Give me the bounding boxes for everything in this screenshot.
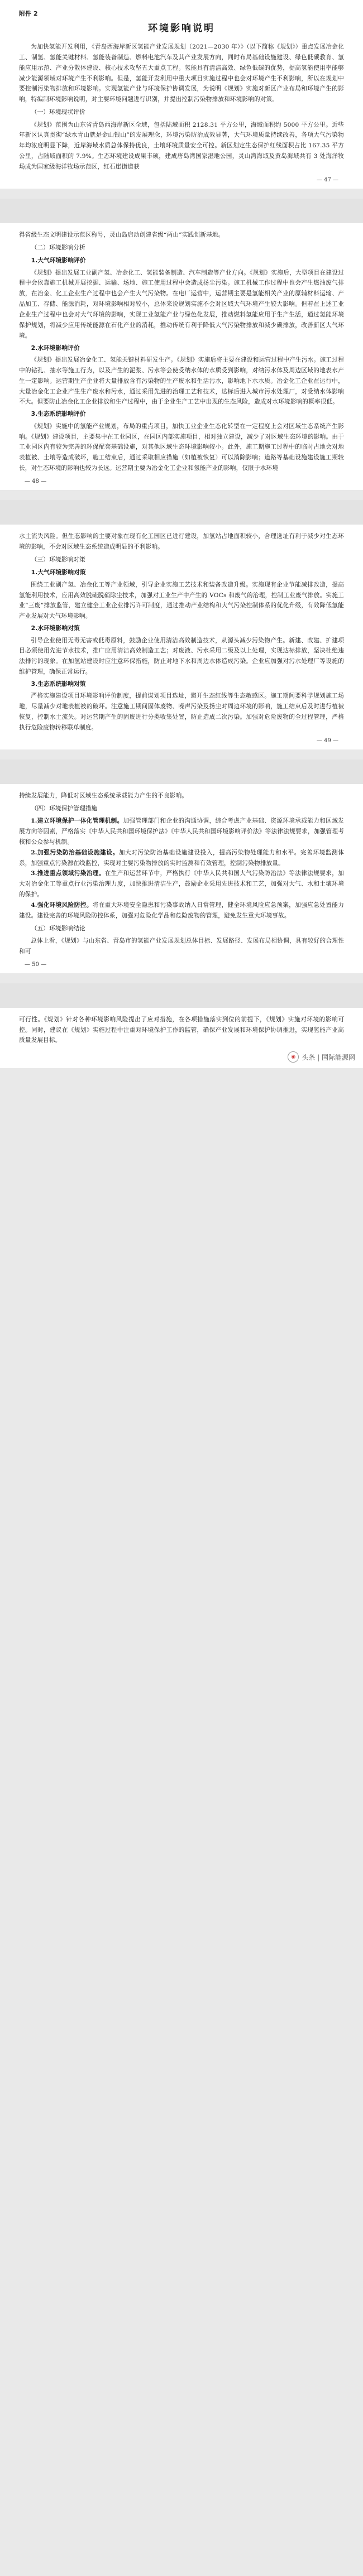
section-heading-management: （四）环境保护管理措施 bbox=[31, 804, 98, 812]
page-number: — 50 — bbox=[25, 961, 47, 968]
document-page-49 bbox=[0, 525, 363, 749]
continued-paragraph: 持续发展能力，降低对区域生态系统承载能力产生的不良影响。 bbox=[19, 792, 188, 799]
page-gap bbox=[0, 500, 363, 525]
env-status-paragraph: 《规划》范围为山东省青岛西海岸新区全域，包括陆域面积 2128.31 平方公里，海域面积约 5000 平方公里。近些年新区认真贯彻“绿水青山就是金山银山”的发展理念，环境污染防治成效显著，大气环境质量持续改善，各项大气污染物年均浓度明显下降，近岸海域水质总体保持优良，土壤环境质量安全可控。新区划定生态保护红线面积占比 167.35 平方公里，占陆域面积的 7.9%。生态环境建设成果丰硕，建成唐岛湾国家湿地公园，灵山湾海域及黄岛海域共有 3 处海洋牧场成为国家级海洋牧场示范区，红石崖街道获 bbox=[19, 121, 344, 170]
section-heading-conclusion: （五）环境影响结论 bbox=[31, 924, 85, 932]
section-heading-env-status: （一）环境现状评价 bbox=[31, 108, 85, 116]
subheading-eco: 3.生态系统影响评价 bbox=[31, 410, 86, 418]
annex-label: 附件 2 bbox=[19, 10, 38, 17]
management-item bbox=[19, 816, 344, 848]
eco-paragraph: 《规划》实施中的氢能产业规划，布局的重点项目，加快工业企业生态化转型在一定程度上会对区域生态系统产生影响。《规划》建设项目，主要集中在工业园区，在园区内部实施项目，相对独立建设，减少了对区域生态环境的影响。由于工业园区内有较为完善的环保配套基础设施，对其他区域生态环境影响较小。此外，施工期施工过程中的临时占地会对地表植被、土壤等造成破坏，施工结束后，通过采取相应措施（如植被恢复）可以消除影响；道路等基础设施建设施工期较长，对生态环境的影响也较为长远。运营期主要为冶金化工企业和氢能产业的影响，仅限于水环境 bbox=[19, 422, 344, 472]
section-heading-measures: （三）环境影响对策 bbox=[31, 555, 85, 563]
air-measures-paragraph: 围绕工业副产氢、冶金化工等产业领域，引导企业实施工艺技术和装备改造升级。实施现有企业节能减排改造，提高氢能利用技术，应用高效脱硫脱硝除尘技术，加强对工业生产中产生的 VOCs 和废气的治理，控制工业废气排放。实施工业“三废”排放监管，建立健全工业企业排污许可制度，通过推动产业结构和大气污染控制体系的优化升级，有效降低氢能产业发展对大气环境影响。 bbox=[19, 581, 344, 620]
conclusion-paragraph: 总体上看，《规划》与山东省、青岛市的氢能产业发展规划总体目标、发展路径、发展布局相协调，具有较好的合理性和可 bbox=[19, 938, 344, 955]
watermark-text: 头条 | 国际能源网 bbox=[302, 1053, 355, 1061]
page-number: — 48 — bbox=[25, 478, 47, 484]
intro-paragraph: 为加快氢能开发利用，《青岛西海岸新区氢能产业发展规划（2021—2030 年）》（以下简称《规划》）重点发展冶金化工、制氢、氢能关键材料、氢能装备制造、燃料电池汽车及其产业发展方向，同时布局基础设施建设、绿色低碳教育、氢能应用示范、产业分散体建设、核心技术攻坚五大重点工程。氢能具有清洁高效、绿色低碳的优势，提高氢能使用率能够减少能源领域对环境产生不利影响。但是，氢能开发利用中重大项目实施过程中也会对环境产生不利影响，所以在规划中要控制污染物排放和环境影响。实现氢能产业与环境保护协调发展，为说明《规划》实施对新区产业布局和环境产生的影响，特编制环境影响说明，对主要环境问题进行识别，并提出控制污染物排放和环境影响的对策。 bbox=[19, 44, 344, 103]
subheading-water-measures: 2.水环境影响对策 bbox=[31, 624, 80, 632]
management-item-text: 将在重大环境安全隐患和污染事故纳入日常管理，健全环境风险应急预案，加强应急处置能力建设。建设完善的环境风险防控体系，加强对危险化学品和危险废物的管理，避免发生重大环境事故。 bbox=[19, 901, 344, 919]
management-item-title: 4.强化环境风险防控。 bbox=[31, 901, 93, 909]
management-item bbox=[19, 900, 344, 921]
document-page-51 bbox=[0, 1008, 363, 1069]
management-item-text: 加大对污染防治基础设施建设投入，提高污染物处理能力和水平。完善环境监测体系，加强重点污染源在线监控，实现对主要污染物排放的实时监测和有效管理，控制污染物排放量。 bbox=[19, 849, 344, 867]
eco-measures-paragraph: 严格实施建设项目环境影响评价制度，提前谋划项目选址，避开生态红线等生态敏感区。施工期间要科学规划施工场地，尽量减少对地表植被的破坏。注意施工期间固体废物、噪声污染及扬尘对周边环境的影响，施工结束后及时进行植被恢复，控制水土流失。对运营期产生的固废进行分类收集处置，防止造成二次污染。加强对危险废物的全过程管理，严格执行危险废物转移联单制度。 bbox=[19, 693, 344, 731]
management-item-title: 1.建立环境保护一体化管理机制。 bbox=[31, 818, 123, 825]
management-item-title: 3.推进重点领域污染治理。 bbox=[31, 870, 105, 877]
subheading-water: 2.水环境影响评价 bbox=[31, 344, 80, 352]
management-item-title: 2.加强污染防治基础设施建设。 bbox=[31, 849, 119, 856]
watermark bbox=[288, 1051, 355, 1063]
final-paragraph: 可行性。《规划》针对各种环境影响风险提出了应对措施，在各项措施落实到位的前提下，《规划》实施对环境的影响可控。同时，建议在《规划》实施过程中注重对环境保护工作的监管，确保产业发展和环境保护协调推进，实现氢能产业高质量发展目标。 bbox=[19, 1016, 344, 1044]
page-gap bbox=[0, 983, 363, 1008]
document-page-48 bbox=[0, 223, 363, 490]
continued-paragraph: 得省级生态文明建设示范区称号，灵山岛启动创建省级“两山”实践创新基地。 bbox=[19, 231, 225, 238]
management-item bbox=[19, 848, 344, 869]
page-number: — 49 — bbox=[316, 737, 338, 744]
subheading-air: 1.大气环境影响评价 bbox=[31, 257, 86, 265]
continued-paragraph: 水土流失风险。但生态影响的主要对象在现有化工园区已进行建设，加氢站占地面积较小，合理选址有利于减少对生态环境的影响，不会对区域生态系统造成明显的不利影响。 bbox=[19, 532, 344, 550]
management-item-text: 在生产和运营环节中，严格执行《中华人民共和国大气污染防治法》等法律法规要求，加大对冶金化工等重点行业污染治理力度，加快推进清洁生产，鼓励企业采用先进技术和工艺，加强对大气、水和土壤环境的保护。 bbox=[19, 870, 344, 898]
management-item bbox=[19, 868, 344, 900]
document-title: 环境影响说明 bbox=[148, 23, 215, 34]
air-paragraph: 《规划》提出发展工业副产氢、冶金化工、氢能装备制造、汽车制造等产业方向。《规划》实施后，大型项目在建设过程中会依靠施工机械开展挖掘、运输、场地、施工使用过程中会造成扬尘污染。施工机械工作过程中也会产生燃油废气排放，在冶金、化工企业生产过程中也会产生大气污染物。在电厂运营中，运营期主要是氢能相关产业的原辅材料运输、产品加工、存储、能源消耗，对环境影响相对较小，总体来说规划实施不会对区域大气环境产生较大影响。但若在上述工业企业生产过程中也会对大气环境的影响，实现工业氢能产业与绿色化发展，推动燃料氢能应用于生产生活，通过氢能环境保护规划，将减少应用传统能源在石化产业的消耗，推动传统有利于降低大气污染物排放和减少碳排放，改善新区大气环境。 bbox=[19, 269, 344, 339]
subheading-air-measures: 1.大气环境影响对策 bbox=[31, 569, 86, 576]
page-gap bbox=[0, 760, 363, 784]
watermark-logo-icon: ◉ bbox=[288, 1051, 299, 1063]
water-paragraph: 《规划》提出发展冶金化工、氢能关键材料研发生产。《规划》实施后将主要在建设和运营过程中产生污水。施工过程中的钻孔、抽水等施工行为，以及产生的泥浆、污水等会使受纳水体的水质受到影响，对纳污水体及周边区域的地表水产生一定影响。运营期生产企业将大量排放含有污染物的生产废水和生活污水，影响地下水水质。冶金化工企业在运行中，大量冶金化工企业产生生产废水和污水，通过采用先进的治理工艺和技术，达标后进入城市污水处理厂，对受纳水体影响不大。但要防止冶金化工企业排放和生产过程中，由于企业生产工艺中出现的生态风险，造成对水环境影响的概率很低。 bbox=[19, 357, 344, 406]
document-page-50 bbox=[0, 784, 363, 973]
water-measures-paragraph: 引导企业使用无毒无害或低毒原料，鼓励企业使用清洁高效制造技术，从源头减少污染物产生。新建、改建、扩建项目必须使用先进节水技术，推广应用清洁高效制造工艺；对废液、污水采用二级及以上处理，实现达标排放，坚决杜绝违法排污的现象。在加氢站建设时应注意环保措施，防止对地下水和周边水体造成污染。企业应加强对污水处理厂等设施的维护管理，确保正常运行。 bbox=[19, 637, 344, 676]
page-gap bbox=[0, 199, 363, 223]
page-number: — 47 — bbox=[316, 176, 338, 183]
section-heading-analysis: （二）环境影响分析 bbox=[31, 243, 85, 251]
subheading-eco-measures: 3.生态系统影响对策 bbox=[31, 680, 86, 688]
document-page-47 bbox=[0, 0, 363, 189]
management-item-text: 加强管理部门和企业的沟通协调，综合考虑产业基础、资源环境承载能力和区域发展方向等因素，严格落实《中华人民共和国环境保护法》《中华人民共和国环境影响评价法》等法律法规要求，加强管理考核和公众参与机制。 bbox=[19, 818, 344, 845]
